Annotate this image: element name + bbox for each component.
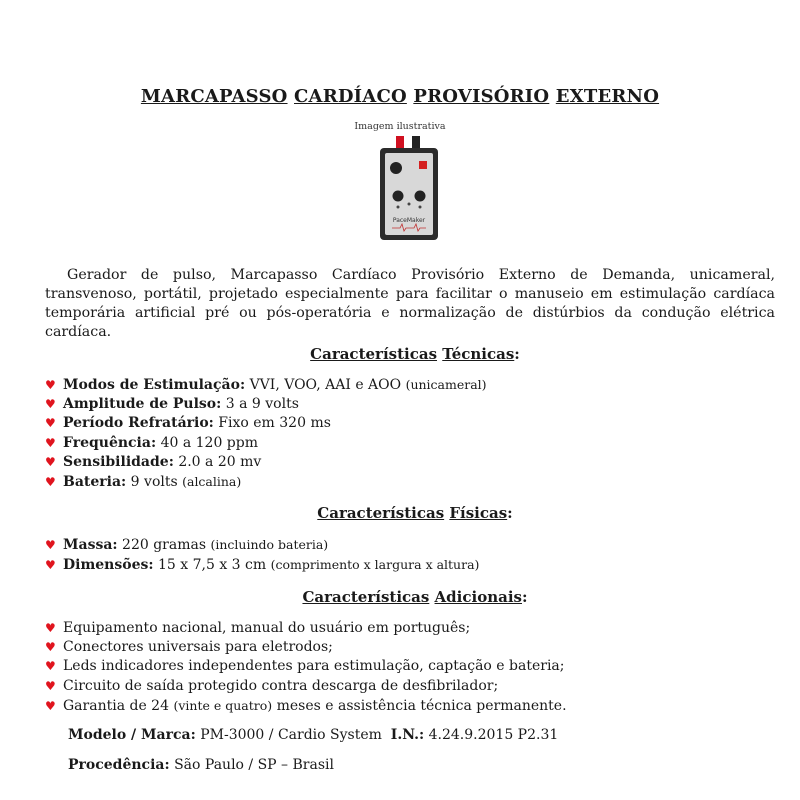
item-value: 40 a 120 ppm [160, 434, 259, 451]
item-text: Leds indicadores independentes para estimulação, captação e bateria; [63, 658, 565, 675]
origin-value: São Paulo / SP – Brasil [174, 757, 334, 773]
heart-icon: ♥ [45, 416, 56, 431]
model-label: Modelo / Marca: [68, 727, 196, 743]
item-label: Bateria: [63, 474, 127, 491]
item-value: 2.0 a 20 mv [178, 453, 262, 470]
item-label: Amplitude de Pulso: [63, 396, 222, 413]
image-caption: Imagem ilustrativa [354, 121, 446, 132]
heart-icon: ♥ [45, 698, 56, 713]
origin-line [68, 757, 334, 773]
black-terminal [412, 136, 420, 150]
list-item [45, 696, 567, 716]
list-item [45, 619, 567, 638]
item-text: Circuito de saída protegido contra descarga de desfibrilador; [63, 677, 499, 694]
item-note: (alcalina) [182, 474, 242, 490]
heart-icon: ♥ [45, 397, 56, 412]
led-indicator [419, 206, 422, 209]
heart-icon: ♥ [45, 659, 56, 674]
device-brand: PaceMaker [392, 217, 426, 224]
led-indicator [408, 203, 411, 206]
item-value: 9 volts [130, 474, 178, 491]
item-label: Sensibilidade: [63, 453, 174, 470]
rate-knob [390, 162, 402, 174]
list-item [45, 375, 487, 395]
item-value: 15 x 7,5 x 3 cm [158, 557, 267, 574]
item-note: (vinte e quatro) [173, 697, 273, 713]
heart-icon: ♥ [45, 640, 56, 655]
section-title-word: Características [317, 504, 445, 522]
item-label: Período Refratário: [63, 415, 214, 432]
item-label: Modos de Estimulação: [63, 377, 246, 393]
heart-icon: ♥ [45, 678, 56, 693]
list-item [45, 638, 567, 657]
pacemaker-device-image [378, 136, 440, 240]
item-label: Frequência: [63, 434, 157, 451]
item-value: VVI, VOO, AAI e AOO [249, 377, 402, 393]
list-item [45, 453, 487, 472]
section-title-word: Físicas [449, 504, 508, 522]
red-button [419, 161, 427, 169]
title-word: PROVISÓRIO [413, 86, 550, 107]
item-note: (incluindo bateria) [210, 537, 329, 552]
additional-list [45, 619, 567, 716]
list-item [45, 535, 479, 555]
item-value: 220 gramas [122, 537, 207, 553]
led-indicator [397, 206, 400, 209]
item-label: Massa: [63, 537, 118, 553]
list-item [45, 472, 487, 492]
model-line [68, 727, 558, 743]
item-text: Equipamento nacional, manual do usuário em português; [63, 620, 471, 636]
item-label: Dimensões: [63, 557, 154, 574]
section-title-word: Características [302, 588, 430, 606]
technical-list [45, 375, 487, 492]
title-word: CARDÍACO [294, 86, 407, 107]
list-item [45, 555, 479, 575]
heart-icon: ♥ [45, 558, 56, 573]
list-item [45, 434, 487, 453]
list-item [45, 414, 487, 433]
section-title-tecnicas: Características Técnicas: [310, 345, 520, 363]
item-value: Fixo em 320 ms [218, 415, 331, 432]
section-title-word: Técnicas [442, 345, 515, 363]
physical-list [45, 535, 479, 575]
model-value: PM-3000 / Cardio System [200, 727, 382, 743]
item-text: Conectores universais para eletrodos; [63, 639, 333, 656]
item-note: (unicameral) [405, 377, 487, 392]
item-text: Garantia de 24 [63, 697, 169, 714]
list-item [45, 395, 487, 414]
document-title [0, 86, 800, 107]
heart-icon: ♥ [45, 435, 56, 450]
section-title-word: Características [310, 345, 438, 363]
section-title-word: Adicionais [434, 588, 522, 606]
in-label: I.N.: [390, 727, 425, 743]
sensitivity-knob [415, 191, 426, 202]
item-text: meses e assistência técnica permanente. [276, 697, 567, 714]
item-note: (comprimento x largura x altura) [270, 557, 480, 573]
list-item [45, 677, 567, 696]
title-word: MARCAPASSO [140, 86, 288, 107]
intro-paragraph: Gerador de pulso, Marcapasso Cardíaco Provisório Externo de Demanda, unicameral, transvenoso, portátil, projetado especialmente para facilitar o manuseio em estimulação cardíaca temporária artificial pré ou pós-operatória e normalização de distúrbios da condução elétrica cardíaca. [45, 267, 775, 341]
item-value: 3 a 9 volts [225, 396, 299, 413]
heart-icon: ♥ [45, 378, 56, 392]
in-value: 4.24.9.2015 P2.31 [428, 727, 559, 743]
output-knob [393, 191, 404, 202]
title-word: EXTERNO [555, 86, 660, 107]
section-title-fisicas: Características Físicas: [317, 504, 513, 522]
heart-icon: ♥ [45, 538, 56, 552]
list-item [45, 657, 567, 676]
heart-icon: ♥ [45, 475, 56, 490]
origin-label: Procedência: [68, 757, 170, 773]
section-title-adicionais: Características Adicionais: [302, 588, 528, 606]
red-terminal [396, 136, 404, 150]
heart-icon: ♥ [45, 621, 56, 635]
heart-icon: ♥ [45, 454, 56, 469]
